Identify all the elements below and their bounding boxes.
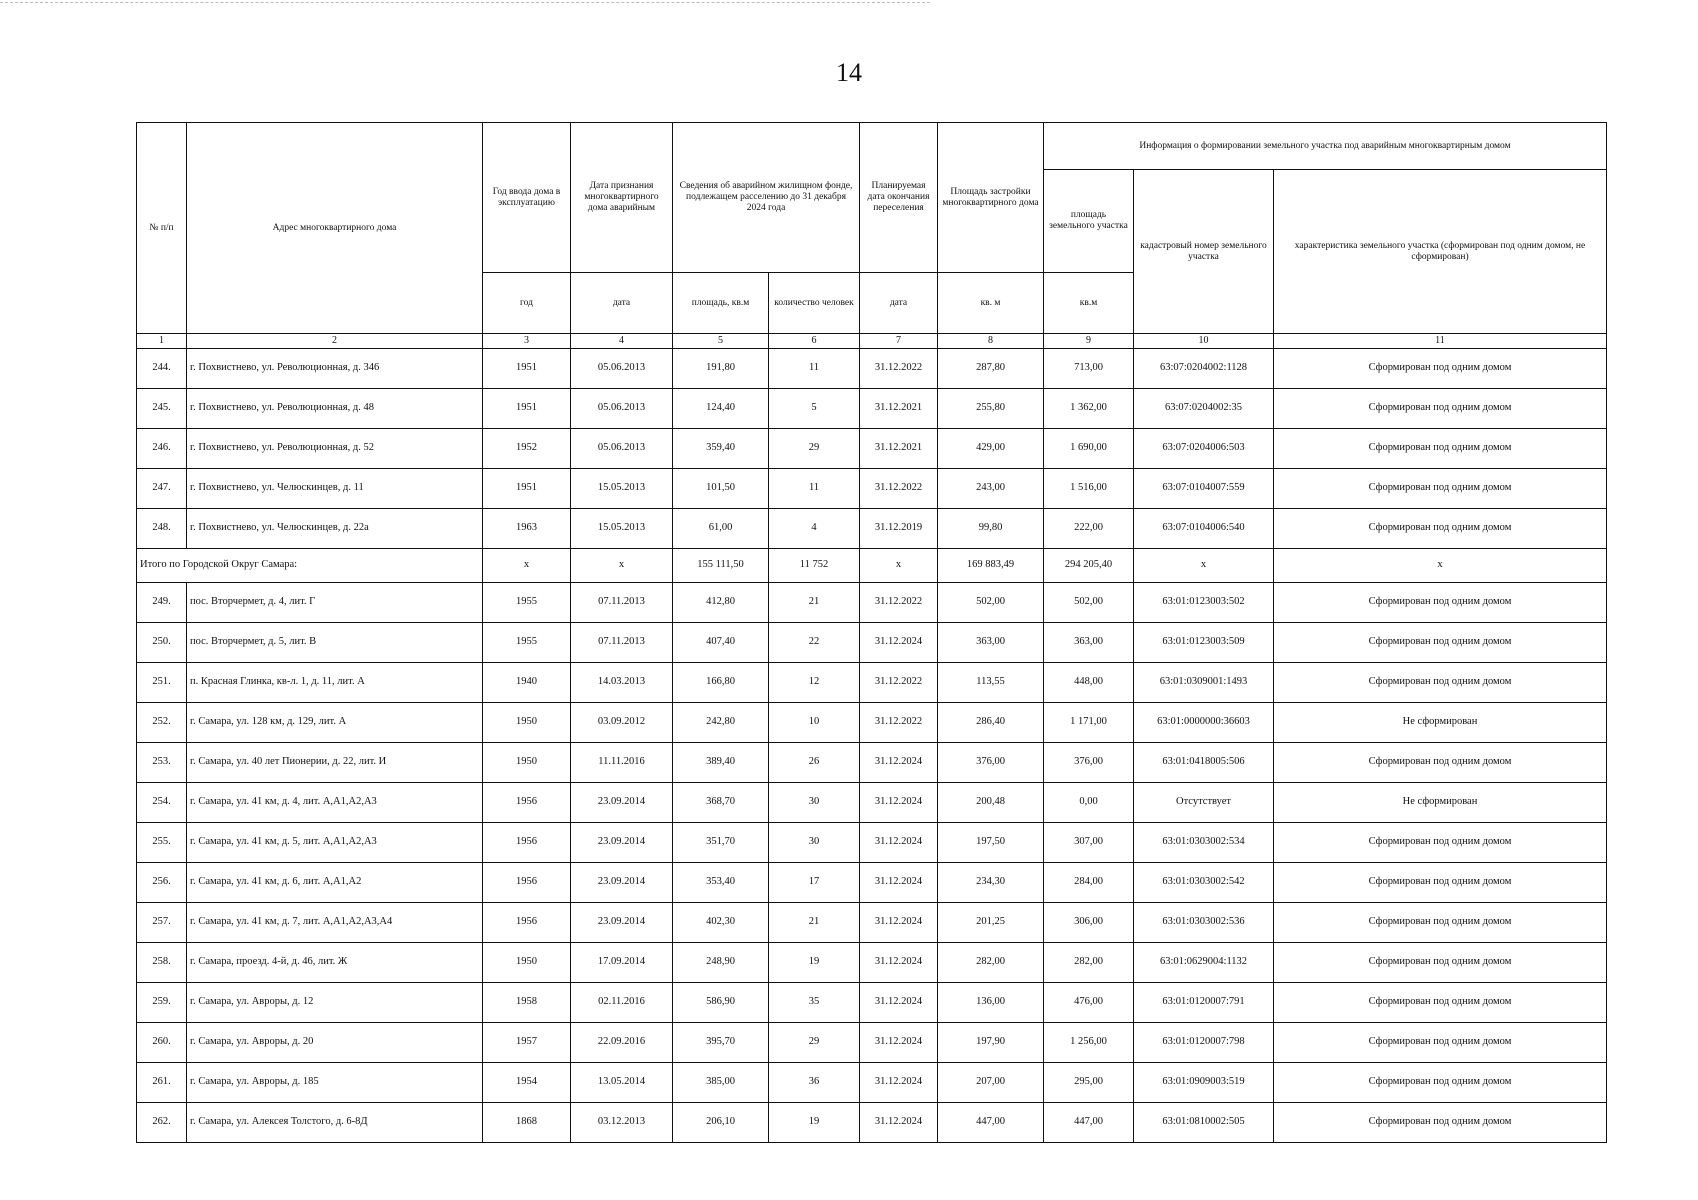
row-address: г. Самара, ул. Авроры, д. 12 — [187, 983, 483, 1023]
table-row — [137, 1103, 1607, 1143]
row-land-char: Сформирован под одним домом — [1274, 1063, 1607, 1103]
row-address: г. Самара, ул. 41 км, д. 6, лит. А,А1,А2 — [187, 863, 483, 903]
row-land-char: Сформирован под одним домом — [1274, 349, 1607, 389]
row-recognized-date: 13.05.2014 — [571, 1063, 673, 1103]
row-cadastral: 63:01:0120007:791 — [1134, 983, 1274, 1023]
row-area: 359,40 — [673, 429, 769, 469]
row-built-area: 201,25 — [938, 903, 1044, 943]
table-row — [137, 983, 1607, 1023]
row-cadastral: 63:01:0309001:1493 — [1134, 663, 1274, 703]
row-planned-date: 31.12.2024 — [860, 623, 938, 663]
row-planned-date: 31.12.2024 — [860, 1023, 938, 1063]
row-recognized-date: 14.03.2013 — [571, 663, 673, 703]
row-recognized-date: 03.12.2013 — [571, 1103, 673, 1143]
row-cadastral: 63:01:0303002:536 — [1134, 903, 1274, 943]
row-address: г. Похвистнево, ул. Челюскинцев, д. 11 — [187, 469, 483, 509]
table-row — [137, 943, 1607, 983]
total-char: х — [1274, 549, 1607, 583]
row-land-area: 1 516,00 — [1044, 469, 1134, 509]
row-area: 412,80 — [673, 583, 769, 623]
row-recognized-date: 07.11.2013 — [571, 583, 673, 623]
row-address: пос. Вторчермет, д. 5, лит. В — [187, 623, 483, 663]
row-year: 1963 — [483, 509, 571, 549]
table-row — [137, 429, 1607, 469]
row-area: 351,70 — [673, 823, 769, 863]
row-year: 1956 — [483, 823, 571, 863]
row-land-char: Не сформирован — [1274, 783, 1607, 823]
col-number: 1 — [137, 334, 187, 349]
row-land-area: 376,00 — [1044, 743, 1134, 783]
row-people: 21 — [769, 903, 860, 943]
row-year: 1951 — [483, 469, 571, 509]
row-land-area: 1 171,00 — [1044, 703, 1134, 743]
row-area: 101,50 — [673, 469, 769, 509]
row-land-area: 222,00 — [1044, 509, 1134, 549]
row-built-area: 136,00 — [938, 983, 1044, 1023]
table-row — [137, 903, 1607, 943]
row-address: г. Похвистнево, ул. Революционная, д. 52 — [187, 429, 483, 469]
row-planned-date: 31.12.2024 — [860, 823, 938, 863]
row-land-char: Сформирован под одним домом — [1274, 389, 1607, 429]
row-number: 259. — [137, 983, 187, 1023]
unit-sqm-land: кв.м — [1044, 273, 1134, 334]
row-people: 29 — [769, 1023, 860, 1063]
row-year: 1956 — [483, 903, 571, 943]
row-address: г. Самара, ул. 41 км, д. 5, лит. А,А1,А2,А3 — [187, 823, 483, 863]
row-area: 395,70 — [673, 1023, 769, 1063]
row-area: 124,40 — [673, 389, 769, 429]
table-row — [137, 509, 1607, 549]
header-land-char: характеристика земельного участка (сформирован под одним домом, не сформирован) — [1274, 170, 1607, 334]
row-planned-date: 31.12.2022 — [860, 663, 938, 703]
table-row — [137, 823, 1607, 863]
row-number: 246. — [137, 429, 187, 469]
row-land-area: 306,00 — [1044, 903, 1134, 943]
row-planned-date: 31.12.2022 — [860, 583, 938, 623]
row-built-area: 234,30 — [938, 863, 1044, 903]
table-row — [137, 469, 1607, 509]
header-land-info: Информация о формировании земельного участка под аварийным многоквартирным домом — [1044, 123, 1607, 170]
row-address: пос. Вторчермет, д. 4, лит. Г — [187, 583, 483, 623]
row-land-char: Сформирован под одним домом — [1274, 583, 1607, 623]
row-land-char: Сформирован под одним домом — [1274, 863, 1607, 903]
row-people: 5 — [769, 389, 860, 429]
table-row — [137, 583, 1607, 623]
row-address: г. Самара, проезд. 4-й, д. 46, лит. Ж — [187, 943, 483, 983]
total-label: Итого по Городской Округ Самара: — [137, 549, 483, 583]
table-row — [137, 349, 1607, 389]
row-area: 402,30 — [673, 903, 769, 943]
page-number: 14 — [836, 58, 862, 87]
row-address: г. Самара, ул. 41 км, д. 4, лит. А,А1,А2,А3 — [187, 783, 483, 823]
row-built-area: 113,55 — [938, 663, 1044, 703]
col-number: 11 — [1274, 334, 1607, 349]
table-row — [137, 703, 1607, 743]
row-people: 12 — [769, 663, 860, 703]
row-address: г. Похвистнево, ул. Челюскинцев, д. 22а — [187, 509, 483, 549]
row-built-area: 447,00 — [938, 1103, 1044, 1143]
row-year: 1950 — [483, 743, 571, 783]
row-year: 1954 — [483, 1063, 571, 1103]
row-land-char: Не сформирован — [1274, 703, 1607, 743]
total-planned: х — [860, 549, 938, 583]
row-cadastral: 63:07:0204002:35 — [1134, 389, 1274, 429]
row-recognized-date: 15.05.2013 — [571, 509, 673, 549]
row-people: 30 — [769, 823, 860, 863]
row-land-area: 476,00 — [1044, 983, 1134, 1023]
row-recognized-date: 05.06.2013 — [571, 429, 673, 469]
row-year: 1957 — [483, 1023, 571, 1063]
row-number: 260. — [137, 1023, 187, 1063]
col-number: 3 — [483, 334, 571, 349]
row-people: 36 — [769, 1063, 860, 1103]
rows-section-a — [137, 349, 1607, 549]
row-recognized-date: 15.05.2013 — [571, 469, 673, 509]
row-address: г. Самара, ул. 128 км, д. 129, лит. А — [187, 703, 483, 743]
row-recognized-date: 05.06.2013 — [571, 389, 673, 429]
col-number: 8 — [938, 334, 1044, 349]
row-year: 1956 — [483, 783, 571, 823]
row-recognized-date: 05.06.2013 — [571, 349, 673, 389]
row-planned-date: 31.12.2024 — [860, 783, 938, 823]
header-land-area: площадь земельного участка — [1044, 170, 1134, 273]
col-number: 6 — [769, 334, 860, 349]
col-number: 2 — [187, 334, 483, 349]
unit-sqm: кв. м — [938, 273, 1044, 334]
total-land: 294 205,40 — [1044, 549, 1134, 583]
row-number: 244. — [137, 349, 187, 389]
row-year: 1940 — [483, 663, 571, 703]
table-row — [137, 783, 1607, 823]
row-planned-date: 31.12.2021 — [860, 389, 938, 429]
table-row — [137, 1063, 1607, 1103]
row-built-area: 197,90 — [938, 1023, 1044, 1063]
row-recognized-date: 17.09.2014 — [571, 943, 673, 983]
row-land-area: 1 690,00 — [1044, 429, 1134, 469]
row-land-char: Сформирован под одним домом — [1274, 743, 1607, 783]
row-year: 1955 — [483, 623, 571, 663]
header-fund-info: Сведения об аварийном жилищном фонде, подлежащем расселению до 31 декабря 2024 года — [673, 123, 860, 273]
row-land-char: Сформирован под одним домом — [1274, 429, 1607, 469]
row-recognized-date: 23.09.2014 — [571, 863, 673, 903]
row-built-area: 282,00 — [938, 943, 1044, 983]
row-number: 249. — [137, 583, 187, 623]
row-built-area: 286,40 — [938, 703, 1044, 743]
row-address: г. Самара, ул. Алексея Толстого, д. 6-8Д — [187, 1103, 483, 1143]
row-year: 1868 — [483, 1103, 571, 1143]
row-planned-date: 31.12.2022 — [860, 349, 938, 389]
row-area: 353,40 — [673, 863, 769, 903]
row-cadastral: 63:01:0629004:1132 — [1134, 943, 1274, 983]
row-number: 250. — [137, 623, 187, 663]
row-planned-date: 31.12.2024 — [860, 903, 938, 943]
row-people: 4 — [769, 509, 860, 549]
row-recognized-date: 02.11.2016 — [571, 983, 673, 1023]
row-cadastral: 63:07:0104006:540 — [1134, 509, 1274, 549]
row-people: 35 — [769, 983, 860, 1023]
header-address: Адрес многоквартирного дома — [187, 123, 483, 334]
row-land-area: 284,00 — [1044, 863, 1134, 903]
row-number: 261. — [137, 1063, 187, 1103]
row-people: 11 — [769, 469, 860, 509]
row-year: 1951 — [483, 389, 571, 429]
row-year: 1950 — [483, 703, 571, 743]
table-row — [137, 1023, 1607, 1063]
header-recognized: Дата признания многоквартирного дома аварийным — [571, 123, 673, 273]
row-planned-date: 31.12.2024 — [860, 1103, 938, 1143]
table-row — [137, 743, 1607, 783]
col-number: 5 — [673, 334, 769, 349]
row-address: г. Самара, ул. 40 лет Пионерии, д. 22, лит. И — [187, 743, 483, 783]
row-planned-date: 31.12.2024 — [860, 1063, 938, 1103]
unit-date: дата — [571, 273, 673, 334]
unit-date-planned: дата — [860, 273, 938, 334]
row-people: 19 — [769, 1103, 860, 1143]
rows-section-b — [137, 583, 1607, 1143]
header-year-in: Год ввода дома в эксплуатацию — [483, 123, 571, 273]
row-number: 253. — [137, 743, 187, 783]
row-built-area: 255,80 — [938, 389, 1044, 429]
row-address: г. Самара, ул. 41 км, д. 7, лит. А,А1,А2,А3,А4 — [187, 903, 483, 943]
row-number: 254. — [137, 783, 187, 823]
total-year: х — [483, 549, 571, 583]
row-land-area: 502,00 — [1044, 583, 1134, 623]
row-land-char: Сформирован под одним домом — [1274, 623, 1607, 663]
row-land-char: Сформирован под одним домом — [1274, 903, 1607, 943]
row-built-area: 376,00 — [938, 743, 1044, 783]
row-planned-date: 31.12.2022 — [860, 469, 938, 509]
row-built-area: 502,00 — [938, 583, 1044, 623]
total-people: 11 752 — [769, 549, 860, 583]
row-year: 1958 — [483, 983, 571, 1023]
row-area: 368,70 — [673, 783, 769, 823]
row-number: 257. — [137, 903, 187, 943]
row-land-area: 363,00 — [1044, 623, 1134, 663]
row-built-area: 243,00 — [938, 469, 1044, 509]
row-recognized-date: 23.09.2014 — [571, 783, 673, 823]
total-built: 169 883,49 — [938, 549, 1044, 583]
row-land-area: 0,00 — [1044, 783, 1134, 823]
row-recognized-date: 03.09.2012 — [571, 703, 673, 743]
row-recognized-date: 11.11.2016 — [571, 743, 673, 783]
row-cadastral: 63:01:0123003:502 — [1134, 583, 1274, 623]
table-row — [137, 863, 1607, 903]
row-planned-date: 31.12.2022 — [860, 703, 938, 743]
total-row — [137, 549, 1607, 583]
row-year: 1952 — [483, 429, 571, 469]
column-number-row — [137, 334, 1607, 349]
housing-table — [136, 122, 1607, 1143]
row-area: 248,90 — [673, 943, 769, 983]
row-land-area: 713,00 — [1044, 349, 1134, 389]
row-cadastral: 63:07:0104007:559 — [1134, 469, 1274, 509]
row-people: 19 — [769, 943, 860, 983]
row-area: 166,80 — [673, 663, 769, 703]
row-land-char: Сформирован под одним домом — [1274, 509, 1607, 549]
row-cadastral: 63:01:0418005:506 — [1134, 743, 1274, 783]
table-row — [137, 663, 1607, 703]
row-built-area: 429,00 — [938, 429, 1044, 469]
col-number: 7 — [860, 334, 938, 349]
table-row — [137, 623, 1607, 663]
row-people: 17 — [769, 863, 860, 903]
row-area: 242,80 — [673, 703, 769, 743]
header-built-area: Площадь застройки многоквартирного дома — [938, 123, 1044, 273]
row-area: 586,90 — [673, 983, 769, 1023]
row-cadastral: 63:01:0000000:36603 — [1134, 703, 1274, 743]
row-number: 258. — [137, 943, 187, 983]
row-land-char: Сформирован под одним домом — [1274, 943, 1607, 983]
total-date: х — [571, 549, 673, 583]
row-area: 385,00 — [673, 1063, 769, 1103]
row-cadastral: 63:01:0120007:798 — [1134, 1023, 1274, 1063]
row-land-area: 1 362,00 — [1044, 389, 1134, 429]
row-area: 61,00 — [673, 509, 769, 549]
row-cadastral: 63:07:0204002:1128 — [1134, 349, 1274, 389]
row-number: 247. — [137, 469, 187, 509]
row-land-char: Сформирован под одним домом — [1274, 1103, 1607, 1143]
row-recognized-date: 23.09.2014 — [571, 903, 673, 943]
row-built-area: 200,48 — [938, 783, 1044, 823]
row-people: 21 — [769, 583, 860, 623]
row-planned-date: 31.12.2024 — [860, 863, 938, 903]
row-land-char: Сформирован под одним домом — [1274, 983, 1607, 1023]
row-address: г. Похвистнево, ул. Революционная, д. 346 — [187, 349, 483, 389]
row-planned-date: 31.12.2024 — [860, 943, 938, 983]
row-cadastral: 63:01:0303002:542 — [1134, 863, 1274, 903]
row-year: 1956 — [483, 863, 571, 903]
row-address: п. Красная Глинка, кв-л. 1, д. 11, лит. А — [187, 663, 483, 703]
row-number: 256. — [137, 863, 187, 903]
row-cadastral: 63:01:0810002:505 — [1134, 1103, 1274, 1143]
row-built-area: 99,80 — [938, 509, 1044, 549]
table-row — [137, 389, 1607, 429]
row-address: г. Самара, ул. Авроры, д. 185 — [187, 1063, 483, 1103]
header-num: № п/п — [137, 123, 187, 334]
row-year: 1955 — [483, 583, 571, 623]
row-year: 1951 — [483, 349, 571, 389]
row-address: г. Самара, ул. Авроры, д. 20 — [187, 1023, 483, 1063]
row-planned-date: 31.12.2024 — [860, 983, 938, 1023]
row-land-area: 447,00 — [1044, 1103, 1134, 1143]
row-people: 11 — [769, 349, 860, 389]
row-number: 252. — [137, 703, 187, 743]
col-number: 10 — [1134, 334, 1274, 349]
total-section — [137, 549, 1607, 583]
scan-artifact-line — [0, 2, 930, 4]
row-year: 1950 — [483, 943, 571, 983]
col-number: 4 — [571, 334, 673, 349]
row-cadastral: 63:01:0303002:534 — [1134, 823, 1274, 863]
row-built-area: 197,50 — [938, 823, 1044, 863]
row-people: 29 — [769, 429, 860, 469]
row-recognized-date: 23.09.2014 — [571, 823, 673, 863]
row-land-char: Сформирован под одним домом — [1274, 1023, 1607, 1063]
total-area: 155 111,50 — [673, 549, 769, 583]
row-land-char: Сформирован под одним домом — [1274, 663, 1607, 703]
unit-area: площадь, кв.м — [673, 273, 769, 334]
row-planned-date: 31.12.2021 — [860, 429, 938, 469]
row-number: 248. — [137, 509, 187, 549]
row-people: 30 — [769, 783, 860, 823]
row-people: 26 — [769, 743, 860, 783]
row-cadastral: 63:01:0123003:509 — [1134, 623, 1274, 663]
row-people: 10 — [769, 703, 860, 743]
row-land-char: Сформирован под одним домом — [1274, 469, 1607, 509]
total-cadastral: х — [1134, 549, 1274, 583]
row-number: 245. — [137, 389, 187, 429]
col-number: 9 — [1044, 334, 1134, 349]
row-land-area: 282,00 — [1044, 943, 1134, 983]
row-area: 407,40 — [673, 623, 769, 663]
row-land-char: Сформирован под одним домом — [1274, 823, 1607, 863]
row-recognized-date: 07.11.2013 — [571, 623, 673, 663]
row-cadastral: Отсутствует — [1134, 783, 1274, 823]
header-cadastral: кадастровый номер земельного участка — [1134, 170, 1274, 334]
row-area: 191,80 — [673, 349, 769, 389]
row-number: 262. — [137, 1103, 187, 1143]
row-planned-date: 31.12.2024 — [860, 743, 938, 783]
row-built-area: 207,00 — [938, 1063, 1044, 1103]
row-number: 251. — [137, 663, 187, 703]
row-area: 206,10 — [673, 1103, 769, 1143]
row-built-area: 287,80 — [938, 349, 1044, 389]
row-built-area: 363,00 — [938, 623, 1044, 663]
row-planned-date: 31.12.2019 — [860, 509, 938, 549]
row-address: г. Похвистнево, ул. Революционная, д. 48 — [187, 389, 483, 429]
row-cadastral: 63:07:0204006:503 — [1134, 429, 1274, 469]
row-land-area: 1 256,00 — [1044, 1023, 1134, 1063]
unit-people: количество человек — [769, 273, 860, 334]
row-number: 255. — [137, 823, 187, 863]
row-recognized-date: 22.09.2016 — [571, 1023, 673, 1063]
header-planned: Планируемая дата окончания переселения — [860, 123, 938, 273]
row-land-area: 295,00 — [1044, 1063, 1134, 1103]
row-people: 22 — [769, 623, 860, 663]
row-area: 389,40 — [673, 743, 769, 783]
row-land-area: 307,00 — [1044, 823, 1134, 863]
unit-year: год — [483, 273, 571, 334]
row-cadastral: 63:01:0909003:519 — [1134, 1063, 1274, 1103]
row-land-area: 448,00 — [1044, 663, 1134, 703]
